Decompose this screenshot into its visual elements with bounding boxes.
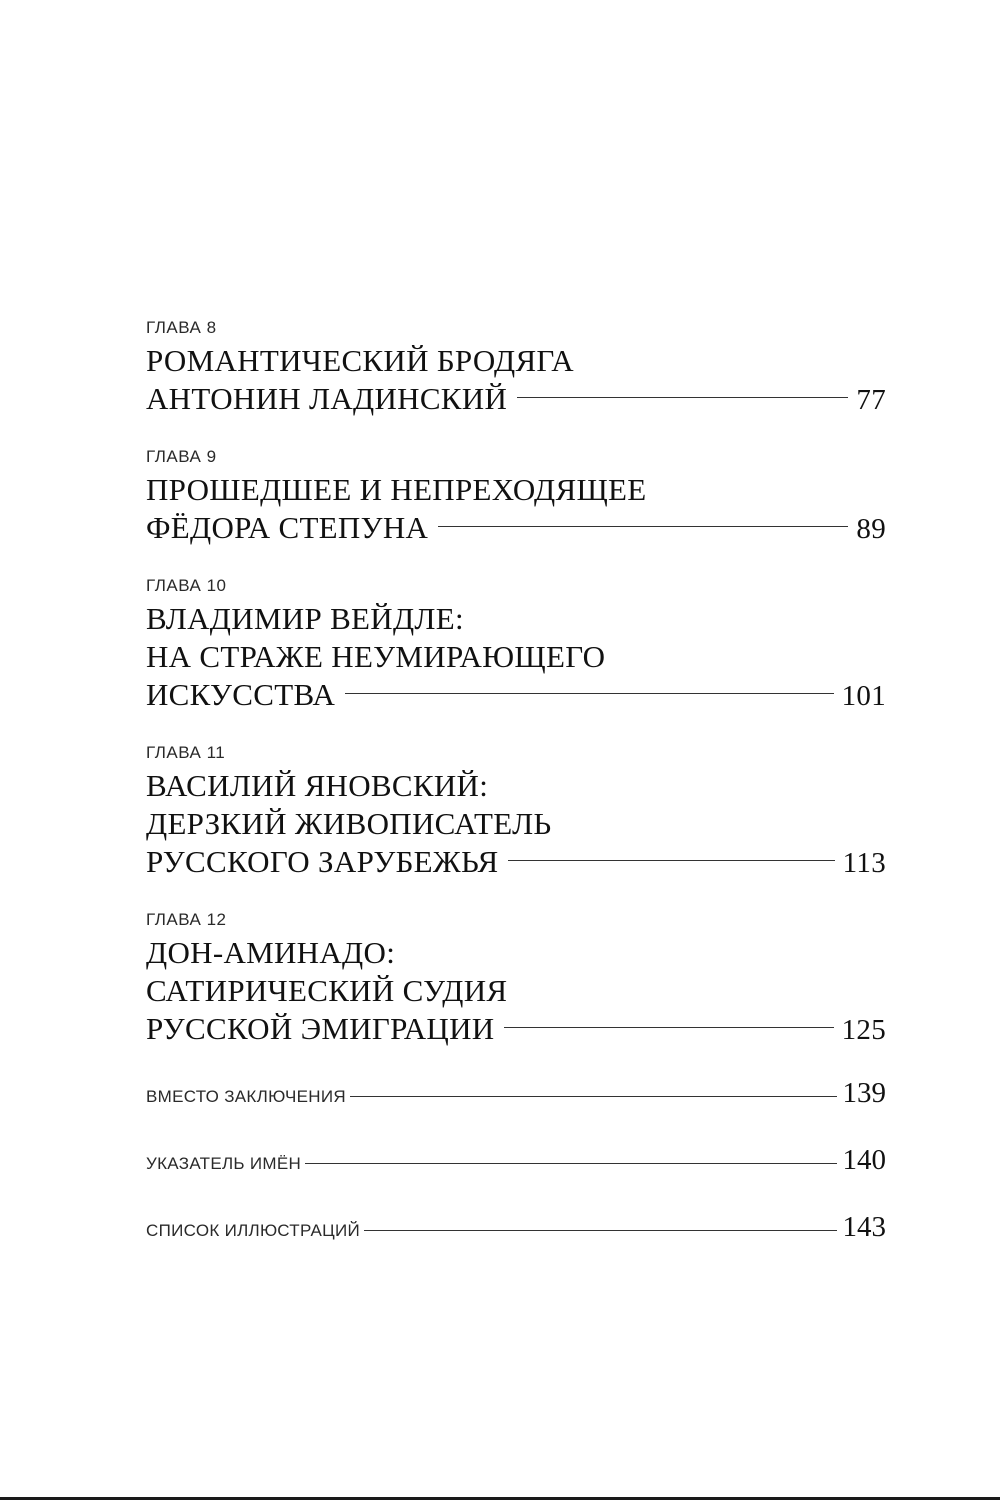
page-number: 101 xyxy=(841,680,886,712)
table-of-contents xyxy=(146,318,886,1244)
chapter-title-line: НА СТРАЖЕ НЕУМИРАЮЩЕГО xyxy=(146,639,606,674)
dot-leader xyxy=(364,1230,836,1231)
chapter-label: ГЛАВА 9 xyxy=(146,447,217,466)
chapter-title-line: ДЕРЗКИЙ ЖИВОПИСАТЕЛЬ xyxy=(146,806,552,841)
dot-leader xyxy=(350,1096,837,1097)
chapter-title-line: РУССКОЙ ЭМИГРАЦИИ xyxy=(146,1011,495,1046)
toc-back-matter-item[interactable] xyxy=(146,1077,886,1110)
chapter-title-last-line xyxy=(146,676,886,715)
back-matter-list xyxy=(146,1077,886,1244)
page-number: 89 xyxy=(856,513,886,545)
chapter-title-last-line xyxy=(146,380,886,419)
dot-leader xyxy=(508,860,834,861)
dot-leader xyxy=(504,1027,833,1028)
chapter-title-last-line xyxy=(146,1010,886,1049)
chapter-title-line: ВЛАДИМИР ВЕЙДЛЕ: xyxy=(146,601,464,636)
chapter-label: ГЛАВА 10 xyxy=(146,576,227,595)
dot-leader xyxy=(517,397,848,398)
chapter-title-line: АНТОНИН ЛАДИНСКИЙ xyxy=(146,381,508,416)
back-matter-label: СПИСОК ИЛЛЮСТРАЦИЙ xyxy=(146,1221,361,1240)
chapter-label: ГЛАВА 11 xyxy=(146,743,226,762)
page-number: 77 xyxy=(856,384,886,416)
chapter-title-line: ПРОШЕДШЕЕ И НЕПРЕХОДЯЩЕЕ xyxy=(146,472,647,507)
dot-leader xyxy=(345,693,833,694)
chapter-title-line: ФЁДОРА СТЕПУНА xyxy=(146,510,429,545)
toc-chapter-11[interactable] xyxy=(146,743,886,882)
toc-chapter-10[interactable] xyxy=(146,576,886,715)
page-number: 143 xyxy=(842,1211,886,1243)
page-number: 113 xyxy=(842,847,886,879)
chapter-title-line: ВАСИЛИЙ ЯНОВСКИЙ: xyxy=(146,768,489,803)
toc-back-matter-item[interactable] xyxy=(146,1144,886,1177)
page-number: 125 xyxy=(841,1014,886,1046)
chapter-title-line: РОМАНТИЧЕСКИЙ БРОДЯГА xyxy=(146,343,574,378)
toc-chapter-12[interactable] xyxy=(146,910,886,1049)
dot-leader xyxy=(438,526,848,527)
dot-leader xyxy=(305,1163,836,1164)
page-number: 140 xyxy=(842,1144,886,1176)
toc-chapter-9[interactable] xyxy=(146,447,886,548)
chapter-title-line: РУССКОГО ЗАРУБЕЖЬЯ xyxy=(146,844,499,879)
chapter-label: ГЛАВА 8 xyxy=(146,318,217,337)
chapter-title-line: ИСКУССТВА xyxy=(146,677,336,712)
back-matter-label: УКАЗАТЕЛЬ ИМЁН xyxy=(146,1154,302,1173)
toc-back-matter-item[interactable] xyxy=(146,1211,886,1244)
chapter-title-last-line xyxy=(146,509,886,548)
chapter-label: ГЛАВА 12 xyxy=(146,910,227,929)
back-matter-label: ВМЕСТО ЗАКЛЮЧЕНИЯ xyxy=(146,1087,346,1106)
chapter-title-line: САТИРИЧЕСКИЙ СУДИЯ xyxy=(146,973,508,1008)
chapter-title-line: ДОН-АМИНАДО: xyxy=(146,935,396,970)
toc-chapter-8[interactable] xyxy=(146,318,886,419)
page-number: 139 xyxy=(842,1077,886,1109)
chapter-title-last-line xyxy=(146,843,886,882)
